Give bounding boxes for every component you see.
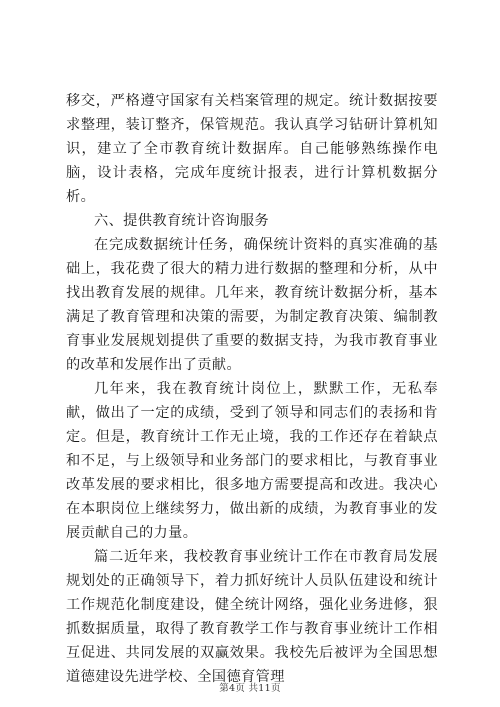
paragraph-statistics-analysis: 在完成数据统计任务，确保统计资料的真实准确的基础上，我花费了很大的精力进行数据的整理和分析，从中找出教育发展的规律。几年来，教育统计数据分析，基本满足了教育管理和决策的需要，为制定教育决策、编制教育事业发展规划提供了重要的数据支持，为我市教育事业的改革和发展作出了贡献。 xyxy=(66,237,438,373)
section-heading: 六、提供教育统计咨询服务 xyxy=(94,213,270,229)
document-body xyxy=(66,89,438,689)
paragraph-part-two: 篇二近年来，我校教育事业统计工作在市教育局发展规划处的正确领导下，着力抓好统计人员队伍建设和统计工作规范化制度建设，健全统计网络，强化业务进修，狠抓数据质量，取得了教育教学工作与教育事业统计工作相互促进、共同发展的双赢效果。我校先后被评为全国思想道德建设先进学校、全国德育管理 xyxy=(66,549,438,685)
paragraph-achievements: 几年来，我在教育统计岗位上，默默工作，无私奉献，做出了一定的成绩，受到了领导和同志们的表扬和肯定。但是，教育统计工作无止境，我的工作还存在着缺点和不足，与上级领导和业务部门的要求相比，与教育事业改革发展的要求相比，很多地方需要提高和改进。我决心在本职岗位上继续努力，做出新的成绩，为教育事业的发展贡献自己的力量。 xyxy=(66,381,438,541)
paragraph-continuation: 移交，严格遵守国家有关档案管理的规定。统计数据按要求整理，装订整齐，保管规范。我认真学习钻研计算机知识，建立了全市教育统计数据库。自己能够熟练操作电脑，设计表格，完成年度统计报表，进行计算机数据分析。 xyxy=(66,93,438,205)
page-footer: 第4页 共11页 xyxy=(219,683,281,694)
